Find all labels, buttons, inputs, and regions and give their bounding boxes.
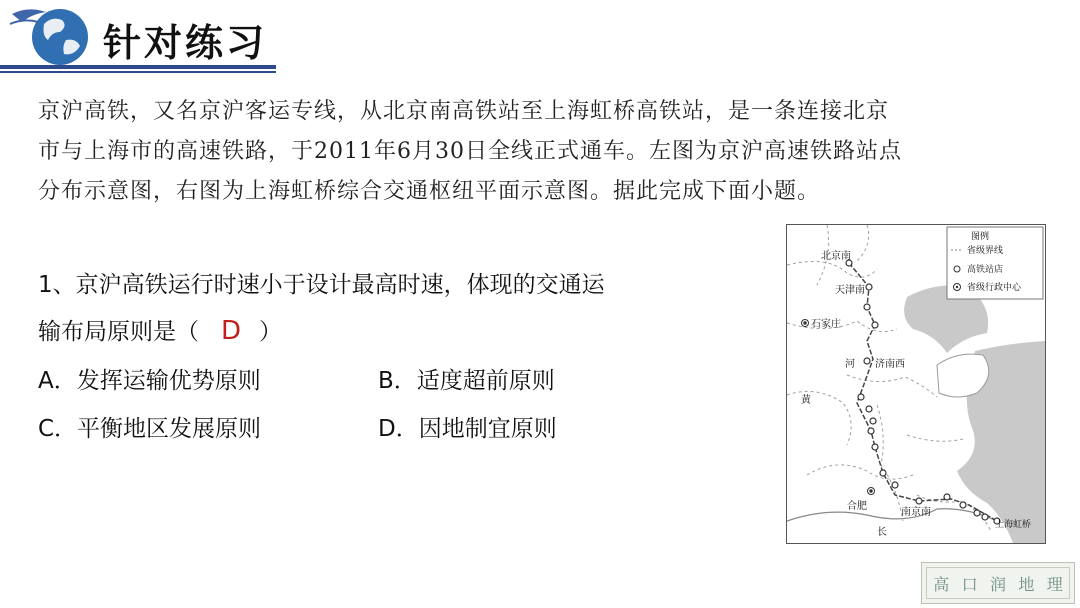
page-title: 针对练习 xyxy=(103,21,268,65)
header-divider xyxy=(0,65,276,69)
station-tianjin-south xyxy=(866,284,872,290)
station-zhenjiang xyxy=(944,494,950,500)
label-nanjing-south: 南京南 xyxy=(901,507,931,518)
railway-map xyxy=(786,224,1046,544)
railway-map-svg xyxy=(787,225,1045,543)
stamp-char: 地 xyxy=(1018,574,1035,594)
stamp-char: 理 xyxy=(1046,574,1063,594)
station-suzhou xyxy=(880,470,886,476)
label-tianjin-south: 天津南 xyxy=(835,285,865,296)
label-hefei: 合肥 xyxy=(847,501,867,512)
watermark-stamp xyxy=(921,562,1075,604)
station-wuxi xyxy=(974,510,980,516)
station-zaozhuang xyxy=(868,428,874,434)
station-jinan-west xyxy=(864,358,870,364)
label-shanghai-hongqiao: 上海虹桥 xyxy=(995,520,1032,530)
stamp-char: 润 xyxy=(989,574,1006,594)
header-divider-thin xyxy=(0,71,276,73)
watermark-stamp-inner xyxy=(926,567,1070,599)
question-line-prefix: 输布局原则是（ xyxy=(38,319,199,345)
label-beijing-south: 北京南 xyxy=(821,251,851,262)
label-chang: 长 xyxy=(877,527,887,538)
legend-item-station: 高铁站店 xyxy=(967,265,1004,275)
station-xuzhou xyxy=(872,444,878,450)
stamp-char: 高 xyxy=(933,574,950,594)
intro-paragraph xyxy=(38,92,1048,212)
intro-line: 市与上海市的高速铁路，于2011年6月30日全线正式通车。左图为京沪高速铁路站点 xyxy=(38,139,902,164)
option-b[interactable]: B．适度超前原则 xyxy=(378,368,555,394)
legend-title: 图例 xyxy=(971,232,990,242)
station-dezhou xyxy=(872,322,878,328)
slide-header xyxy=(0,0,1080,80)
question-line: 1、京沪高铁运行时速小于设计最高时速，体现的交通运 xyxy=(38,272,605,298)
station-tengzhou xyxy=(870,418,876,424)
intro-line: 分布示意图，右图为上海虹桥综合交通枢纽平面示意图。据此完成下面小题。 xyxy=(38,179,821,204)
question-line-suffix: ） xyxy=(259,319,283,345)
legend-item-capital: 省级行政中心 xyxy=(967,283,1022,293)
stamp-char: 口 xyxy=(961,574,978,594)
capital-markers xyxy=(802,320,875,495)
station-taian xyxy=(858,394,864,400)
intro-line: 京沪高铁，又名京沪客运专线，从北京南高铁站至上海虹桥高铁站，是一条连接北京 xyxy=(38,99,890,124)
option-d[interactable]: D．因地制宜原则 xyxy=(378,416,557,442)
label-huang: 黄 xyxy=(801,395,811,406)
label-jinan-west: 济南西 xyxy=(875,359,905,370)
label-shijiazhuang: 石家庄 xyxy=(811,319,841,330)
station-nanjing-south xyxy=(916,498,922,504)
legend-item-border: 省级界线 xyxy=(967,246,1004,256)
station-cangzhou xyxy=(864,304,870,310)
station-suzhou-north xyxy=(982,514,988,520)
option-a[interactable]: A．发挥运输优势原则 xyxy=(38,368,261,394)
question-stem xyxy=(38,262,738,355)
river xyxy=(787,509,997,521)
station-bengbu xyxy=(892,482,898,488)
label-he: 河 xyxy=(845,359,855,370)
globe-icon xyxy=(8,2,94,68)
option-c[interactable]: C．平衡地区发展原则 xyxy=(38,416,262,442)
map-legend xyxy=(947,227,1043,299)
station-qufu xyxy=(866,406,872,412)
station-changzhou xyxy=(960,502,966,508)
question-line xyxy=(38,308,738,355)
answer-text: D xyxy=(221,316,242,346)
